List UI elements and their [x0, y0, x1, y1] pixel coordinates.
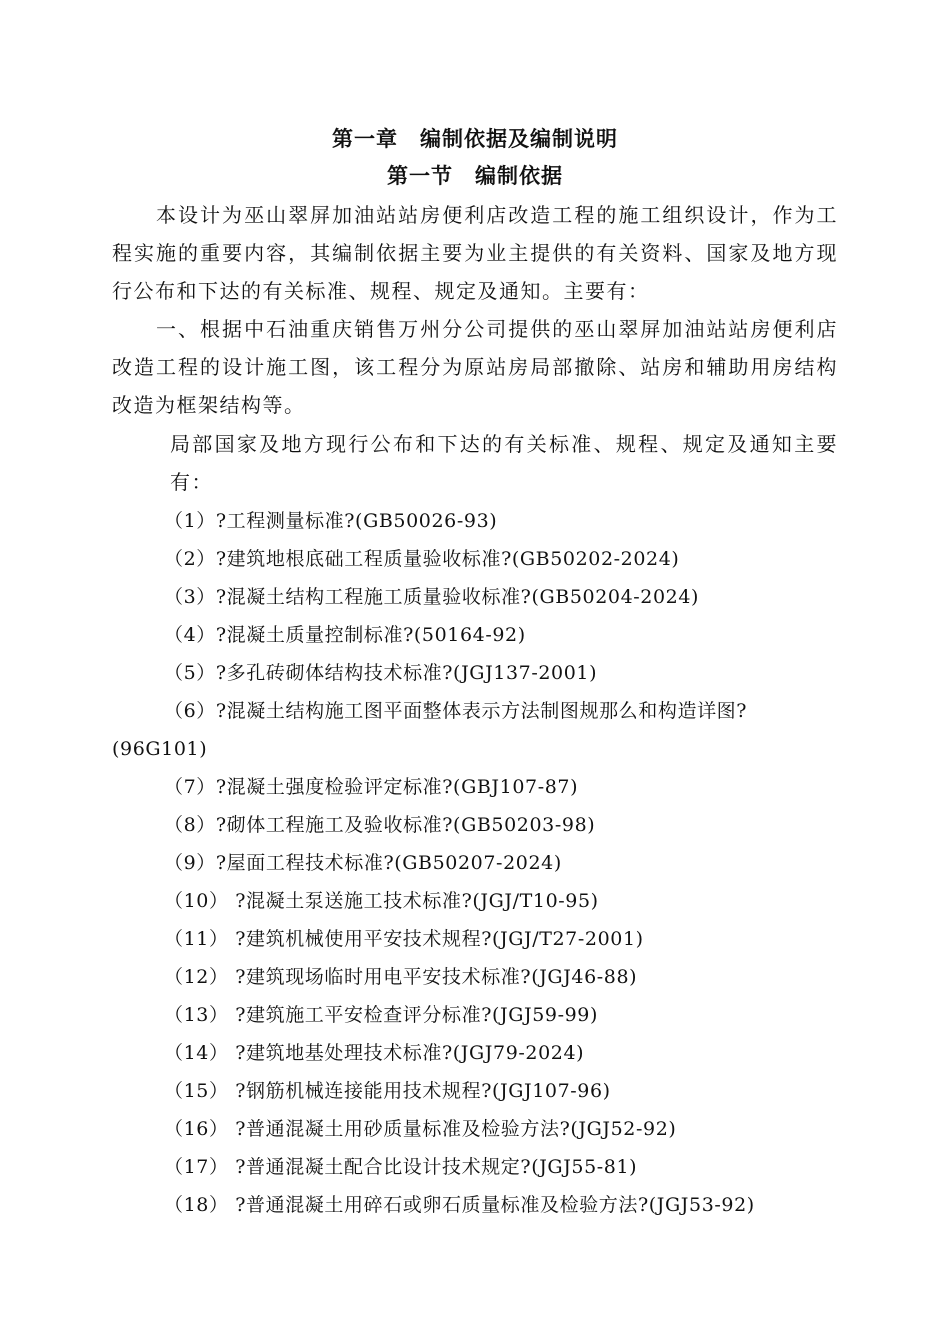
- list-item: （11） ?建筑机械使用平安技术规程?(JGJ/T27-2001): [164, 928, 644, 950]
- chapter-heading: [0, 124, 950, 154]
- chapter-number: 第一章: [332, 127, 398, 151]
- list-item: （7）?混凝土强度检验评定标准?(GBJ107-87): [164, 776, 579, 798]
- basis-paragraph: 一、根据中石油重庆销售万州分公司提供的巫山翠屏加油站站房便利店改造工程的设计施工图，该工程分为原站房局部撤除、站房和辅助用房结构改造为框架结构等。: [112, 317, 838, 417]
- list-item: （4）?混凝土质量控制标准?(50164-92): [164, 624, 526, 646]
- list-item: （8）?砌体工程施工及验收标准?(GB50203-98): [164, 814, 596, 836]
- list-item: （3）?混凝土结构工程施工质量验收标准?(GB50204-2024): [164, 586, 700, 608]
- section-heading: [0, 161, 950, 191]
- section-number: 第一节: [387, 164, 453, 188]
- list-item: （10） ?混凝土泵送施工技术标准?(JGJ/T10-95): [164, 890, 599, 912]
- chapter-title: 编制依据及编制说明: [420, 127, 618, 151]
- list-item: （14） ?建筑地基处理技术标准?(JGJ79-2024): [164, 1042, 585, 1064]
- intro-paragraph: 本设计为巫山翠屏加油站站房便利店改造工程的施工组织设计，作为工程实施的重要内容，其编制依据主要为业主提供的有关资料、国家及地方现行公布和下达的有关标准、规程、规定及通知。主要有：: [112, 203, 838, 303]
- list-item: （17） ?普通混凝土配合比设计技术规定?(JGJ55-81): [164, 1156, 638, 1178]
- list-item: （1）?工程测量标准?(GB50026-93): [164, 510, 498, 532]
- standards-intro: 局部国家及地方现行公布和下达的有关标准、规程、规定及通知主要有：: [170, 432, 838, 494]
- list-item: （6）?混凝土结构施工图平面整体表示方法制图规那么和构造详图?(96G101): [112, 700, 748, 760]
- list-item: （13） ?建筑施工平安检查评分标准?(JGJ59-99): [164, 1004, 598, 1026]
- list-item: （15） ?钢筋机械连接能用技术规程?(JGJ107-96): [164, 1080, 611, 1102]
- list-item: （18） ?普通混凝土用碎石或卵石质量标准及检验方法?(JGJ53-92): [164, 1194, 755, 1216]
- list-item: （12） ?建筑现场临时用电平安技术标准?(JGJ46-88): [164, 966, 638, 988]
- list-item: （2）?建筑地根底础工程质量验收标准?(GB50202-2024): [164, 548, 680, 570]
- standards-list: [112, 502, 842, 1224]
- list-item: （16） ?普通混凝土用砂质量标准及检验方法?(JGJ52-92): [164, 1118, 677, 1140]
- section-title: 编制依据: [475, 164, 563, 188]
- list-item: （5）?多孔砖砌体结构技术标准?(JGJ137-2001): [164, 662, 598, 684]
- list-item: （9）?屋面工程技术标准?(GB50207-2024): [164, 852, 562, 874]
